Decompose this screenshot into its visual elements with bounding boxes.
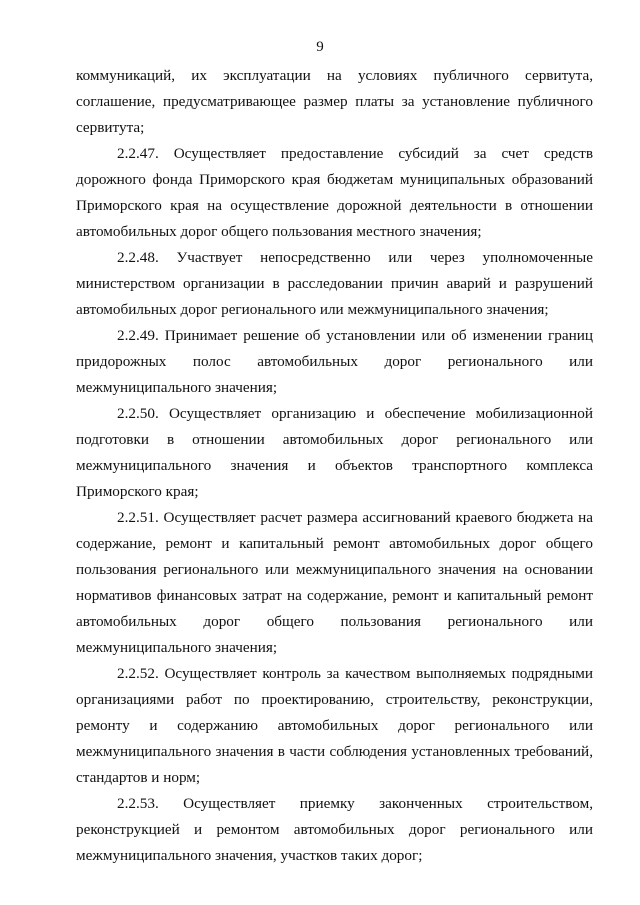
paragraph-continued: коммуникаций, их эксплуатации на условиях публичного сервитута, соглашение, предусматривающее размер платы за установление публичного сервитута; [76, 67, 593, 136]
paragraph-2-2-47: 2.2.47. Осуществляет предоставление субсидий за счет средств дорожного фонда Приморского края бюджетам муниципальных образований Приморского края на осуществление дорожной деятельности в отношении автомобильных дорог общего пользования местного значения; [76, 145, 593, 240]
paragraph-2-2-50: 2.2.50. Осуществляет организацию и обеспечение мобилизационной подготовки в отношении автомобильных дорог регионального или межмуниципального значения и объектов транспортного комплекса Приморского края; [76, 405, 593, 500]
paragraph-2-2-53: 2.2.53. Осуществляет приемку законченных строительством, реконструкцией и ремонтом автомобильных дорог регионального или межмуниципального значения, участков таких дорог; [76, 795, 593, 864]
paragraph-2-2-49: 2.2.49. Принимает решение об установлении или об изменении границ придорожных полос автомобильных дорог регионального или межмуниципального значения; [76, 327, 593, 396]
page-number: 9 [316, 39, 324, 55]
paragraph-2-2-48: 2.2.48. Участвует непосредственно или через уполномоченные министерством организации в расследовании причин аварий и разрушений автомобильных дорог регионального или межмуниципального значения; [76, 249, 593, 318]
paragraph-2-2-52: 2.2.52. Осуществляет контроль за качеством выполняемых подрядными организациями работ по проектированию, строительству, реконструкции, ремонту и содержанию автомобильных дорог регионального или межмуниципального значения в части соблюдения установленных требований, стандартов и норм; [76, 665, 593, 786]
paragraph-2-2-51: 2.2.51. Осуществляет расчет размера ассигнований краевого бюджета на содержание, ремонт и капитальный ремонт автомобильных дорог общего пользования регионального или межмуниципального значения на основании нормативов финансовых затрат на содержание, ремонт и капитальный ремонт автомобильных дорог общего пользования регионального или межмуниципального значения; [76, 509, 593, 656]
document-body [76, 63, 593, 869]
